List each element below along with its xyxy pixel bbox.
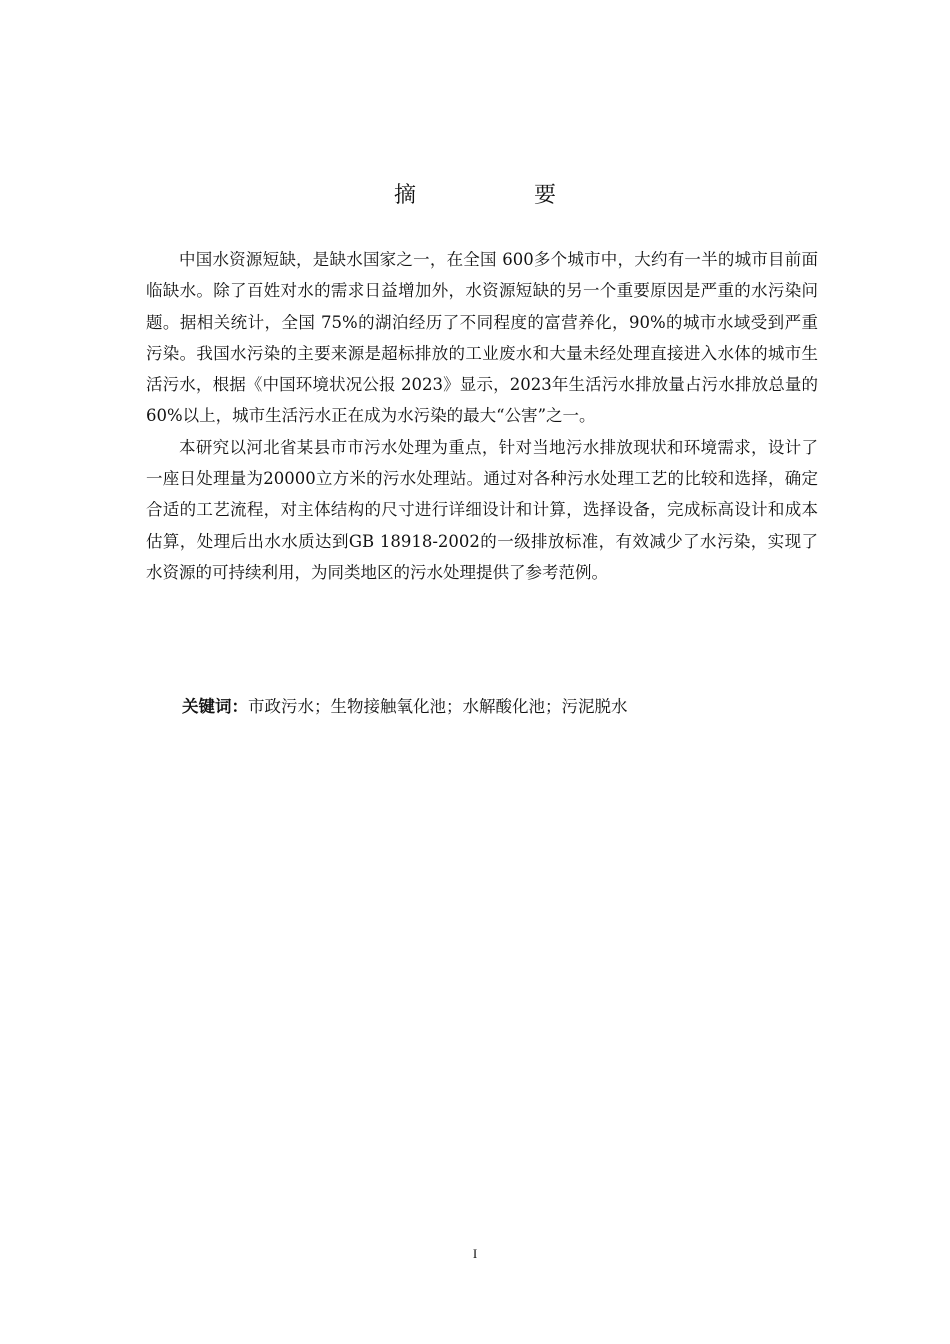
keywords-label: 关键词： — [182, 697, 248, 716]
abstract-paragraph-1: 中国水资源短缺，是缺水国家之一，在全国 600多个城市中，大约有一半的城市目前面临缺水。除了百姓对水的需求日益增加外，水资源短缺的另一个重要原因是严重的水污染问题。据相关统计，全国 75%的湖泊经历了不同程度的富营养化，90%的城市水域受到严重污染。我国水污染的主要来源是超标排放的工业废水和大量未经处理直接进入水体的城市生活污水，根据《中国环境状况公报 2023》显示，2023年生活污水排放量占污水排放总量的 60%以上，城市生活污水正在成为水污染的最大“公害”之一。 — [146, 250, 818, 426]
page-number: I — [472, 1246, 478, 1261]
abstract-title: 摘 要 — [393, 183, 604, 208]
keywords-line — [182, 692, 628, 722]
abstract-paragraph-2: 本研究以河北省某县市市污水处理为重点，针对当地污水排放现状和环境需求，设计了一座日处理量为20000立方米的污水处理站。通过对各种污水处理工艺的比较和选择，确定合适的工艺流程，对主体结构的尺寸进行详细设计和计算，选择设备，完成标高设计和成本估算，处理后出水水质达到GB 18918-2002的一级排放标准，有效减少了水污染，实现了水资源的可持续利用，为同类地区的污水处理提供了参考范例。 — [146, 437, 818, 582]
abstract-body — [146, 244, 818, 588]
keywords-value: 市政污水；生物接触氧化池；水解酸化池；污泥脱水 — [248, 697, 628, 716]
